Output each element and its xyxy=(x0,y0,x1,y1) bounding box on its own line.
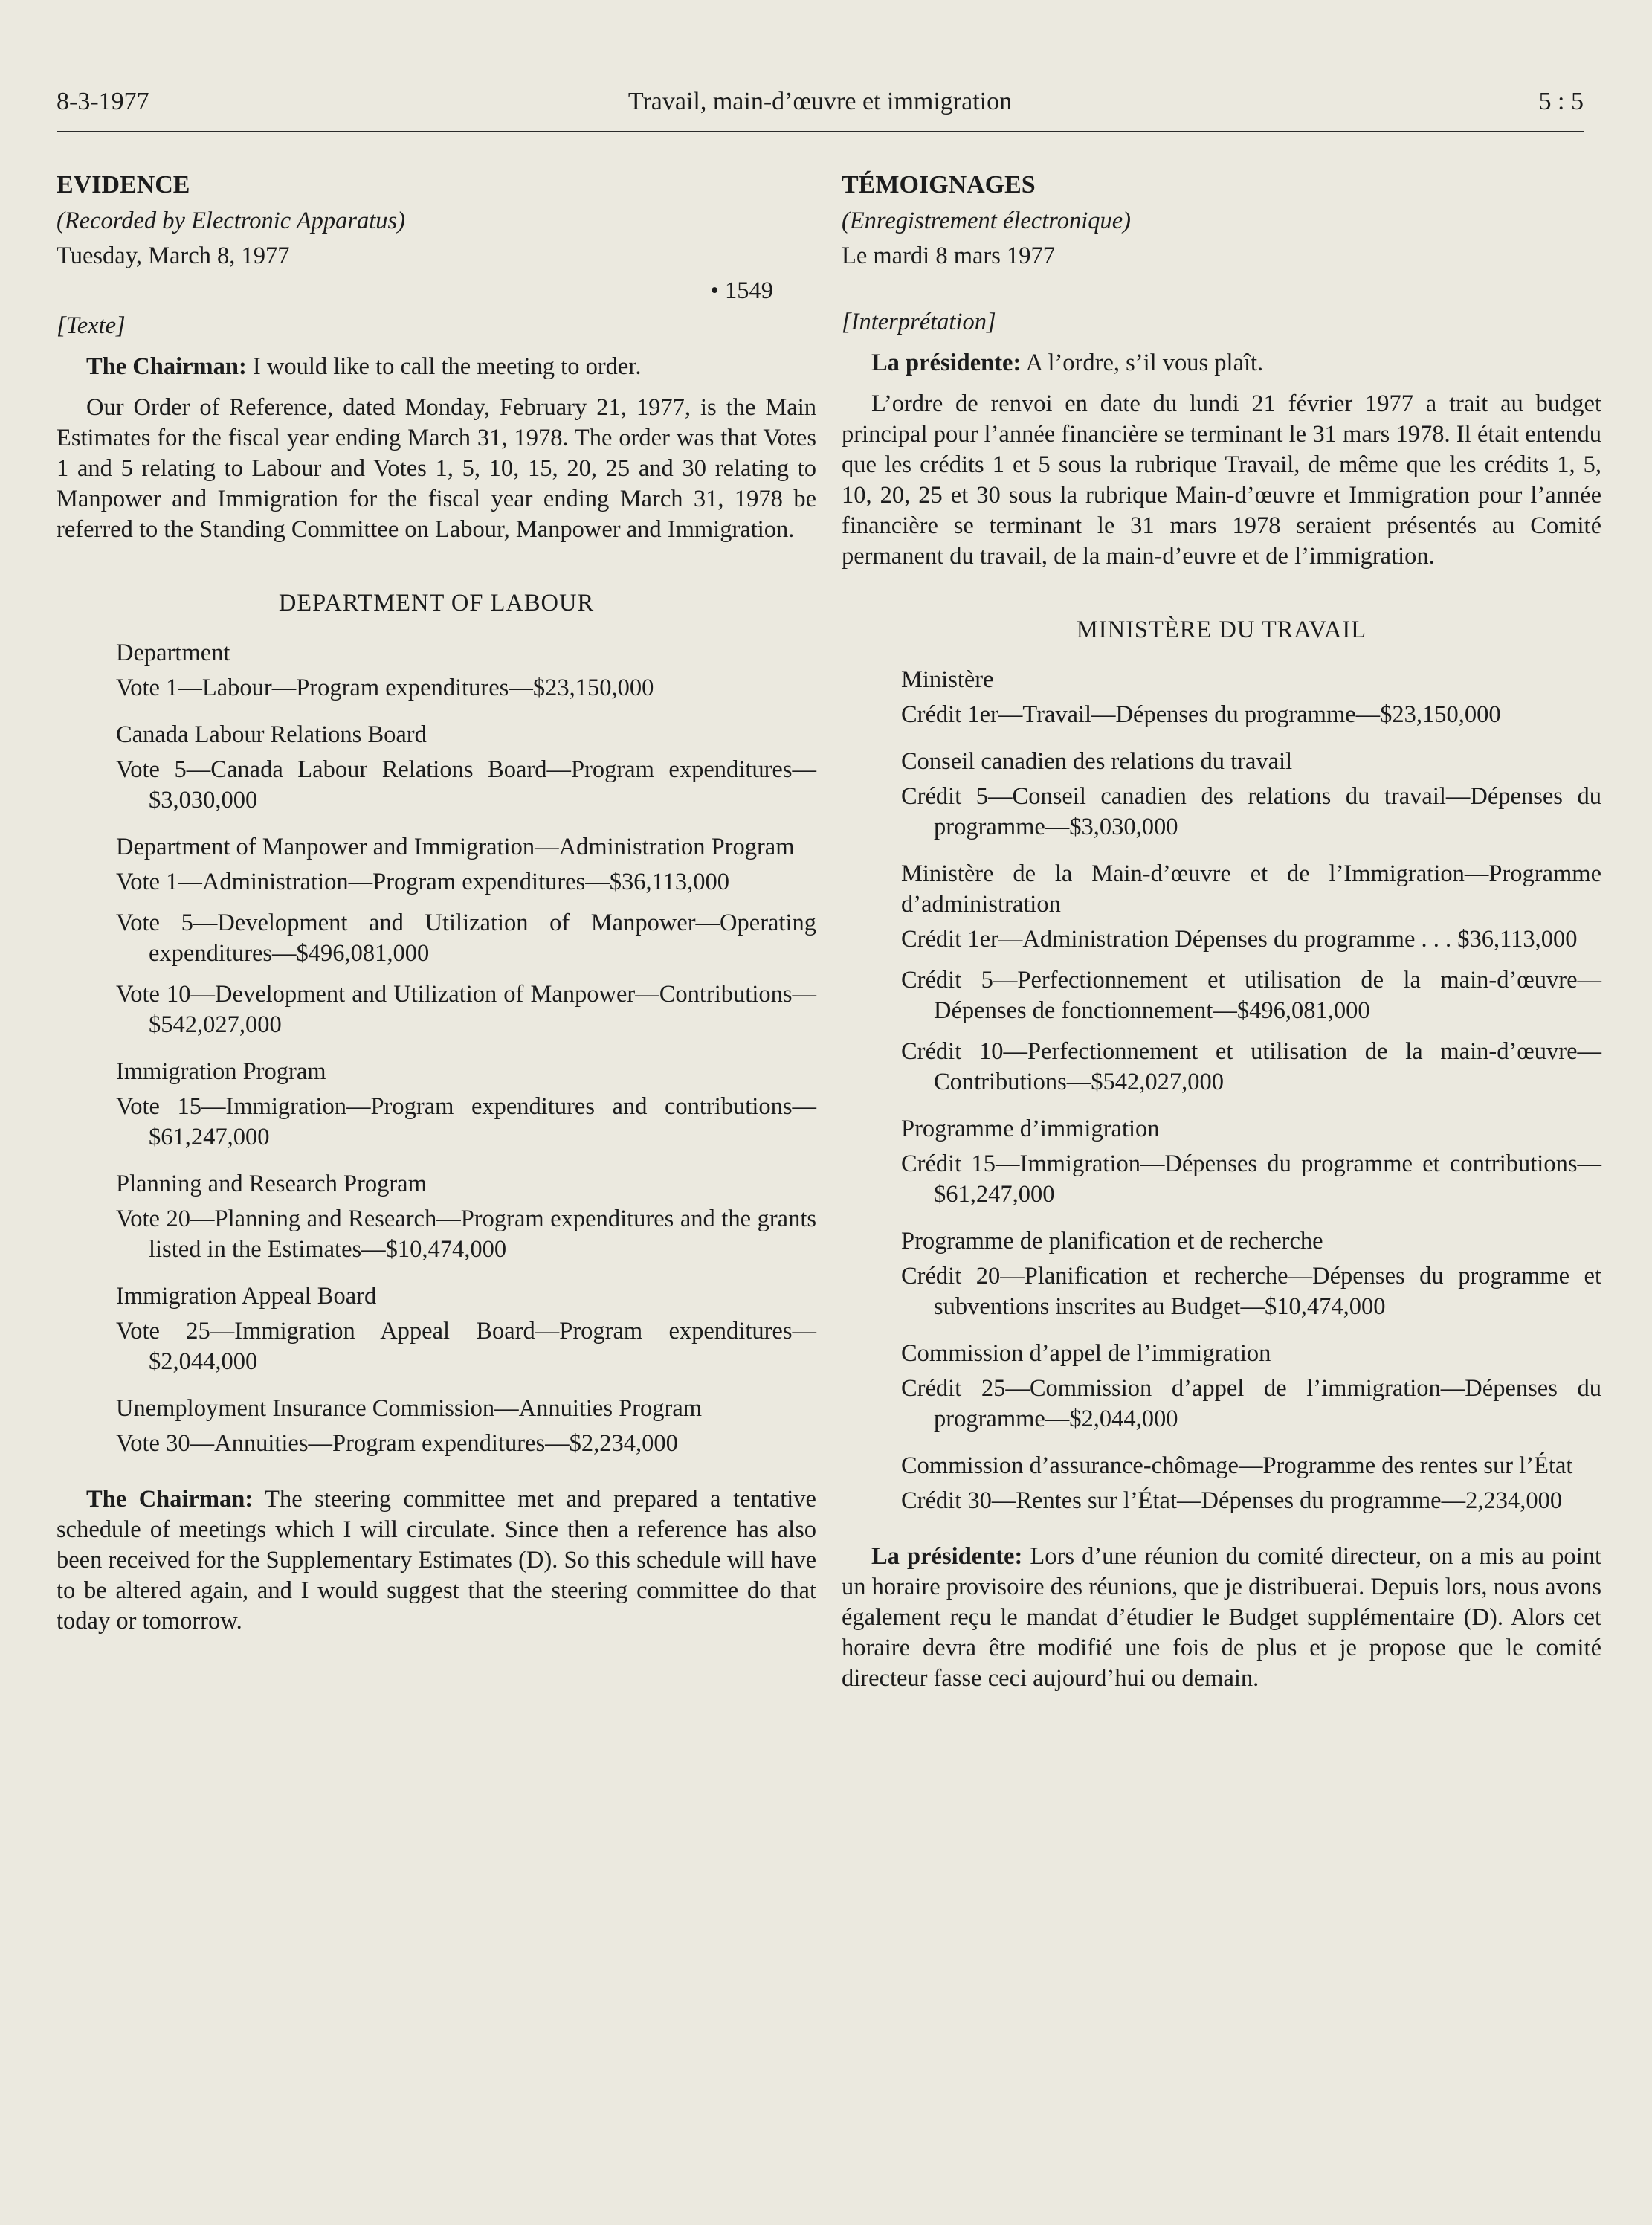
estimate-category: Commission d’assurance-chômage—Programme des rentes sur l’État xyxy=(901,1452,1573,1479)
right-paragraph-1 xyxy=(842,348,1601,379)
right-estimates-list xyxy=(901,665,1601,1516)
estimate-vote: Vote 1—Labour—Program expenditures—$23,150,000 xyxy=(116,674,654,701)
texte-marker: [Texte] xyxy=(57,312,126,339)
estimate-vote: Vote 10—Development and Utilization of Manpower—Contributions—$542,027,000 xyxy=(116,981,816,1038)
estimate-vote: Vote 25—Immigration Appeal Board—Program expenditures—$2,044,000 xyxy=(116,1318,816,1375)
estimate-vote: Crédit 1er—Administration Dépenses du programme . . . $36,113,000 xyxy=(901,926,1578,953)
interpretation-marker: [Interprétation] xyxy=(842,309,996,335)
left-paragraph-1 xyxy=(57,352,816,382)
estimate-category: Canada Labour Relations Board xyxy=(116,721,427,748)
estimate-vote: Crédit 20—Planification et recherche—Dépenses du programme et subventions inscrites au Budget—$10,474,000 xyxy=(901,1263,1601,1320)
left-estimates-list xyxy=(116,638,816,1459)
estimate-vote: Crédit 5—Conseil canadien des relations du travail—Dépenses du programme—$3,030,000 xyxy=(901,783,1601,840)
speech-text: A l’ordre, s’il vous plaît. xyxy=(1021,350,1264,376)
estimate-category: Programme d’immigration xyxy=(901,1115,1160,1142)
estimate-vote: Crédit 1er—Travail—Dépenses du programme—$23,150,000 xyxy=(901,701,1501,728)
english-column xyxy=(57,164,816,1647)
left-paragraph-3 xyxy=(57,1484,816,1637)
left-paragraph-2: Our Order of Reference, dated Monday, February 21, 1977, is the Main Estimates for the fiscal year ending March 31, 1978. The order was that Votes 1 and 5 relating to Labour and Votes 1, 5, 10, 15, 20, 25 and 30 relating to Manpower and Immigration for the fiscal year ending March 31, 1978 be referred to the Standing Committee on Labour, Manpower and Immigration. xyxy=(57,394,816,543)
right-heading: TÉMOIGNAGES xyxy=(842,171,1036,199)
speech-text: Lors d’une réunion du comité directeur, on a mis au point un horaire provisoire des réunions, que je distribuerai. Depuis lors, nous avons également reçu le mandat d’étudier le Budget supplémentaire (D). Alors cet horaire devra être modifié une fois de plus et je propose que le comité directeur fasse ceci aujourd’hui ou demain. xyxy=(842,1543,1601,1692)
estimate-vote: Vote 20—Planning and Research—Program expenditures and the grants listed in the Estimates—$10,474,000 xyxy=(116,1205,816,1263)
speech-text: The steering committee met and prepared a tentative schedule of meetings which I will circulate. Since then a reference has also been received for the Supplementary Estimates (D). So this schedule will have to be altered again, and I would suggest that the steering committee do that today or tomorrow. xyxy=(57,1486,816,1635)
estimate-vote: Crédit 25—Commission d’appel de l’immigration—Dépenses du programme—$2,044,000 xyxy=(901,1375,1601,1432)
estimate-category: Planning and Research Program xyxy=(116,1171,427,1197)
right-paragraph-3 xyxy=(842,1542,1601,1694)
speaker-label: La présidente: xyxy=(871,350,1022,376)
speaker-label: The Chairman: xyxy=(86,353,247,380)
estimate-vote: Crédit 5—Perfectionnement et utilisation de la main-d’œuvre—Dépenses de fonctionnement—$496,081,000 xyxy=(901,967,1601,1024)
header-page-number: 5 : 5 xyxy=(1538,88,1584,115)
left-recorded-note: (Recorded by Electronic Apparatus) xyxy=(57,207,406,234)
speaker-label: La présidente: xyxy=(871,1543,1023,1570)
estimate-category: Ministère xyxy=(901,666,994,693)
right-department-title: MINISTÈRE DU TRAVAIL xyxy=(1076,616,1367,643)
speaker-label: The Chairman: xyxy=(86,1486,254,1513)
estimate-category: Ministère de la Main-d’œuvre et de l’Immigration—Programme d’administration xyxy=(901,860,1601,918)
estimate-category: Conseil canadien des relations du travail xyxy=(901,748,1293,775)
left-department-title: DEPARTMENT OF LABOUR xyxy=(278,590,595,616)
estimate-vote: Vote 5—Canada Labour Relations Board—Program expenditures—$3,030,000 xyxy=(116,756,816,814)
estimate-vote: Vote 30—Annuities—Program expenditures—$2,234,000 xyxy=(116,1430,678,1457)
estimate-vote: Crédit 15—Immigration—Dépenses du programme et contributions—$61,247,000 xyxy=(901,1150,1601,1208)
french-column xyxy=(842,164,1601,1704)
left-heading: EVIDENCE xyxy=(57,171,190,199)
page-header xyxy=(57,80,1584,132)
time-marker: • 1549 xyxy=(710,277,773,304)
estimate-category: Unemployment Insurance Commission—Annuities Program xyxy=(116,1395,703,1422)
estimate-category: Commission d’appel de l’immigration xyxy=(901,1340,1271,1367)
header-title: Travail, main-d’œuvre et immigration xyxy=(627,88,1013,115)
estimate-vote: Vote 5—Development and Utilization of Manpower—Operating expenditures—$496,081,000 xyxy=(116,909,816,967)
estimate-category: Department of Manpower and Immigration—Administration Program xyxy=(116,834,795,860)
estimate-category: Department xyxy=(116,640,230,666)
speech-text: I would like to call the meeting to order. xyxy=(246,353,642,380)
estimate-vote: Vote 1—Administration—Program expenditures—$36,113,000 xyxy=(116,869,730,895)
estimate-vote: Vote 15—Immigration—Program expenditures and contributions—$61,247,000 xyxy=(116,1093,816,1150)
estimate-category: Immigration Appeal Board xyxy=(116,1283,377,1310)
right-paragraph-2: L’ordre de renvoi en date du lundi 21 février 1977 a trait au budget principal pour l’année financière se terminant le 31 mars 1978. Il était entendu que les crédits 1 et 5 sous la rubrique Travail, de même que les crédits 1, 5, 10, 20, 25 et 30 sous la rubrique Main-d’œuvre et Immigration pour l’année financière se terminant le 31 mars 1978 seraient présentés au Comité permanent du travail, de la main-d’euvre et de l’immigration. xyxy=(842,390,1601,570)
estimate-category: Immigration Program xyxy=(116,1058,326,1085)
estimate-vote: Crédit 30—Rentes sur l’État—Dépenses du programme—2,234,000 xyxy=(901,1487,1563,1514)
estimate-vote: Crédit 10—Perfectionnement et utilisation de la main-d’œuvre—Contributions—$542,027,000 xyxy=(901,1038,1601,1095)
right-date: Le mardi 8 mars 1977 xyxy=(842,242,1056,269)
left-date: Tuesday, March 8, 1977 xyxy=(57,242,290,269)
header-date: 8-3-1977 xyxy=(57,88,149,115)
estimate-category: Programme de planification et de recherche xyxy=(901,1228,1323,1255)
right-recorded-note: (Enregistrement électronique) xyxy=(842,207,1131,234)
